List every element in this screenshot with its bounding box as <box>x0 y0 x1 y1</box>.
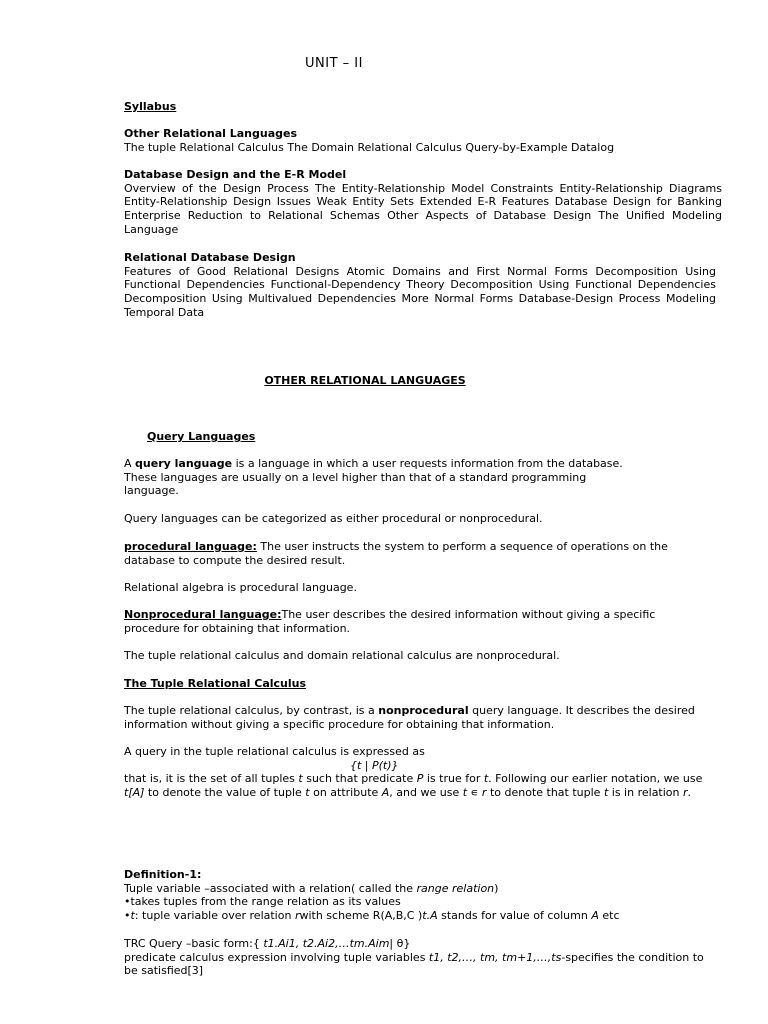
trc-expression-intro: A query in the tuple relational calculus is expressed as <box>124 745 425 758</box>
definition-line-1: Tuple variable –associated with a relation( called the range relation) <box>124 881 499 895</box>
syllabus-section-other-relational-languages <box>124 127 714 154</box>
chapter-heading: OTHER RELATIONAL LANGUAGES <box>264 374 466 387</box>
procedural-language-def: procedural language: The user instructs the system to perform a sequence of operations on the database to compute the desired result. <box>124 540 668 567</box>
query-language-intro: A query language is a language in which a user requests information from the database. These languages are usually on a level higher than that of a standard programming language. <box>124 457 623 498</box>
section-text: Features of Good Relational Designs Atomic Domains and First Normal Forms Decomposition Using Functional Dependencies Functional-Dependency Theory Decomposition Using Functional Dependencies Decomposition Using Multivalued Dependencies More Normal Forms Database-Design Process Modeling Temporal Data <box>124 264 716 319</box>
section-title: Other Relational Languages <box>124 127 297 140</box>
calculi-nonprocedural-note: The tuple relational calculus and domain relational calculus are nonprocedural. <box>124 649 560 662</box>
syllabus-section-er-model <box>124 168 722 237</box>
query-language-categories: Query languages can be categorized as either procedural or nonprocedural. <box>124 512 543 525</box>
term-query-language: query language <box>135 457 233 470</box>
unit-title: UNIT – II <box>305 56 363 71</box>
syllabus-heading: Syllabus <box>124 100 177 113</box>
term-procedural-language: procedural language: <box>124 540 257 553</box>
nonprocedural-language-def: Nonprocedural language:The user describes the desired information without giving a specific procedure for obtaining that information. <box>124 608 656 635</box>
definition-line-2: •takes tuples from the range relation as its values <box>124 895 401 909</box>
section-text: Overview of the Design Process The Entity-Relationship Model Constraints Entity-Relationship Diagrams Entity-Relationship Design Issues Weak Entity Sets Extended E-R Features Database Design for Banking Enterprise Reduction to Relational Schemas Other Aspects of Database Design The Unified Modeling Language <box>124 181 722 236</box>
trc-heading: The Tuple Relational Calculus <box>124 677 307 690</box>
trc-query-basic-form: TRC Query –basic form:{ t1.Ai1, t2.Ai2,…tm.Aim| θ} predicate calculus expression involving tuple variables t1, t2,…, tm, tm+1,…,ts-specifies the condition to be satisfied[3] <box>124 937 704 978</box>
section-title: Relational Database Design <box>124 251 296 264</box>
definition-line-3: •t: tuple variable over relation rwith scheme R(A,B,C )t.A stands for value of column A etc <box>124 909 620 923</box>
relational-algebra-note: Relational algebra is procedural language. <box>124 581 357 594</box>
term-nonprocedural: nonprocedural <box>378 704 469 717</box>
query-languages-heading: Query Languages <box>147 430 256 443</box>
trc-explanation: that is, it is the set of all tuples t such that predicate P is true for t. Following our earlier notation, we use t[A] to denote the value of tuple t on attribute A, and we use t ∊ r to denote that tuple t is in relation r. <box>124 772 703 799</box>
definition-1 <box>124 868 714 923</box>
trc-paragraph: The tuple relational calculus, by contrast, is a nonprocedural query language. It describes the desired information without giving a specific procedure for obtaining that information. <box>124 704 695 731</box>
term-nonprocedural-language: Nonprocedural language: <box>124 608 282 621</box>
section-title: Database Design and the E-R Model <box>124 168 347 181</box>
syllabus-section-relational-design <box>124 251 716 320</box>
definition-heading: Definition-1: <box>124 868 202 881</box>
trc-formula: {t | P(t)} <box>350 759 399 772</box>
section-text: The tuple Relational Calculus The Domain Relational Calculus Query-by-Example Datalog <box>124 140 615 154</box>
